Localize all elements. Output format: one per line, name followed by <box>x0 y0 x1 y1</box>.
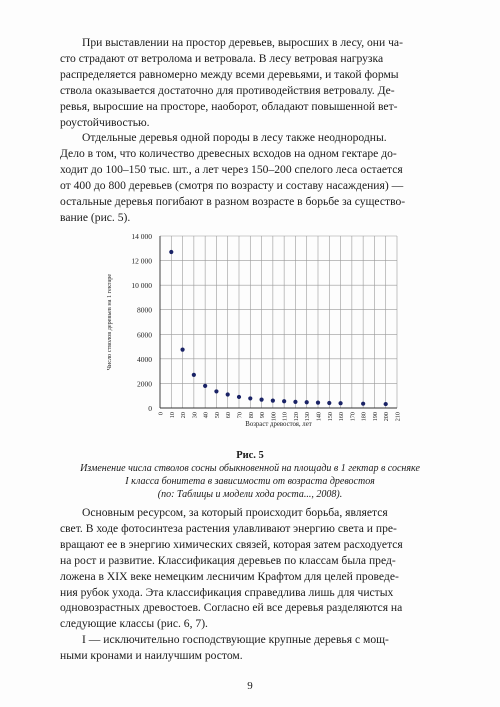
x-tick-label: 210 <box>394 412 402 422</box>
x-tick-label: 110 <box>281 412 289 422</box>
data-point <box>248 396 252 400</box>
data-point <box>282 399 286 403</box>
text-line: I — исключительно господствующие крупные деревья с мощ- <box>82 633 389 647</box>
data-point <box>293 400 297 404</box>
y-tick-label: 0 <box>148 404 152 413</box>
text-line: следующие классы (рис. 6, 7). <box>60 617 208 631</box>
text-line: ревья, выросшие на просторе, наоборот, обладают повышенной вет- <box>60 99 398 113</box>
data-point <box>327 401 331 405</box>
data-point <box>192 373 196 377</box>
text-line: свет. В ходе фотосинтеза растения улавливают энергию света и пре- <box>60 521 397 535</box>
text-line: ния рубок ухода. Эта классификация справедлива лишь для чистых <box>60 585 394 599</box>
data-point <box>384 402 388 406</box>
x-tick-label: 80 <box>247 412 255 419</box>
data-point <box>259 398 263 402</box>
data-point <box>271 399 275 403</box>
x-tick-label: 200 <box>383 412 391 422</box>
x-axis-label: Возраст древостоя, лет <box>245 421 312 428</box>
data-point <box>169 250 173 254</box>
x-tick-label: 100 <box>270 412 278 422</box>
text-line: на рост и развитие. Классификация деревьев по классам была пред- <box>60 553 396 567</box>
x-tick-label: 70 <box>236 412 244 419</box>
tree-density-chart <box>95 226 425 441</box>
x-tick-label: 30 <box>191 412 199 419</box>
x-tick-label: 10 <box>168 412 176 419</box>
data-point <box>203 384 207 388</box>
data-point <box>361 402 365 406</box>
text-line: роустойчивостью. <box>60 115 150 129</box>
figure-title: Рис. 5 <box>236 450 264 461</box>
x-tick-label: 0 <box>157 412 165 416</box>
text-line: от 400 до 800 деревьев (смотря по возрасту и составу насаждения) — <box>60 178 404 192</box>
text-line: распределяется равномерно между всеми деревьями, и такой формы <box>60 67 399 81</box>
text-line: сто страдают от ветролома и ветровала. В лесу ветровая нагрузка <box>60 51 384 65</box>
data-point <box>180 348 184 352</box>
paragraph-tree-heterogeneity <box>60 130 450 225</box>
x-tick-label: 190 <box>371 412 379 422</box>
text-line: остальные деревья погибают в разном возрасте в борьбе за существо- <box>60 194 406 208</box>
data-point <box>316 400 320 404</box>
x-tick-label: 140 <box>315 412 323 422</box>
text-line: одновозрастных древостоев. Согласно ей все деревья разделяются на <box>60 601 403 615</box>
caption-line: (по: Таблицы и модели хода роста..., 2008). <box>157 489 343 500</box>
y-tick-label: 4000 <box>137 354 152 364</box>
caption-line: I класса бонитета в зависимости от возраста древостоя <box>125 476 375 487</box>
x-tick-label: 150 <box>326 412 334 422</box>
y-tick-label: 10 000 <box>131 281 152 291</box>
y-tick-label: 6000 <box>137 330 152 340</box>
x-tick-label: 170 <box>349 412 357 422</box>
caption-line: Изменение числа стволов сосны обыкновенной на площади в 1 гектар в сосняке <box>80 463 420 474</box>
x-tick-label: 60 <box>225 412 233 419</box>
data-point <box>305 400 309 404</box>
x-tick-label: 20 <box>180 412 188 419</box>
data-point <box>214 389 218 393</box>
x-tick-label: 40 <box>202 412 210 419</box>
data-point <box>237 395 241 399</box>
page-number: 9 <box>247 680 253 692</box>
y-tick-label: 14 000 <box>131 232 152 241</box>
x-tick-label: 90 <box>259 412 267 419</box>
x-tick-label: 50 <box>213 412 221 419</box>
text-line: ходит до 100–150 тыс. шт., а лет через 150–200 спелого леса остается <box>60 162 403 176</box>
chart-svg <box>95 226 425 441</box>
x-tick-label: 120 <box>292 412 300 422</box>
y-tick-label: 8000 <box>137 305 152 315</box>
y-tick-label: 2000 <box>137 379 152 389</box>
y-axis-label: Число стволов деревьев на 1 гектаре <box>106 273 113 371</box>
text-line: Отдельные деревья одной породы в лесу также неоднородны. <box>82 131 387 144</box>
text-line: Дело в том, что количество древесных всходов на одном гектаре до- <box>60 146 397 160</box>
x-tick-label: 160 <box>338 412 346 422</box>
text-line: ложена в XIX веке немецким лесничим Крафтом для целей проведе- <box>60 569 399 583</box>
paragraph-light-competition <box>60 505 450 664</box>
text-line: Основным ресурсом, за который происходит борьба, является <box>82 506 388 519</box>
x-tick-label: 130 <box>304 412 312 422</box>
text-line: При выставлении на простор деревьев, выросших в лесу, они ча- <box>82 36 403 49</box>
paragraph-wind-resistance <box>60 35 450 130</box>
x-tick-label: 180 <box>360 412 368 422</box>
figure-caption <box>50 462 450 501</box>
text-line: ными кронами и наилучшим ростом. <box>60 649 243 663</box>
text-line: вращают ее в энергию химических связей, которая затем расходуется <box>60 537 403 551</box>
data-point <box>226 392 230 396</box>
y-tick-label: 12 000 <box>131 256 152 266</box>
text-line: ствола оказывается достаточно для противодействия ветровалу. Де- <box>60 83 395 97</box>
data-point <box>338 401 342 405</box>
text-line: вание (рис. 5). <box>60 210 131 224</box>
